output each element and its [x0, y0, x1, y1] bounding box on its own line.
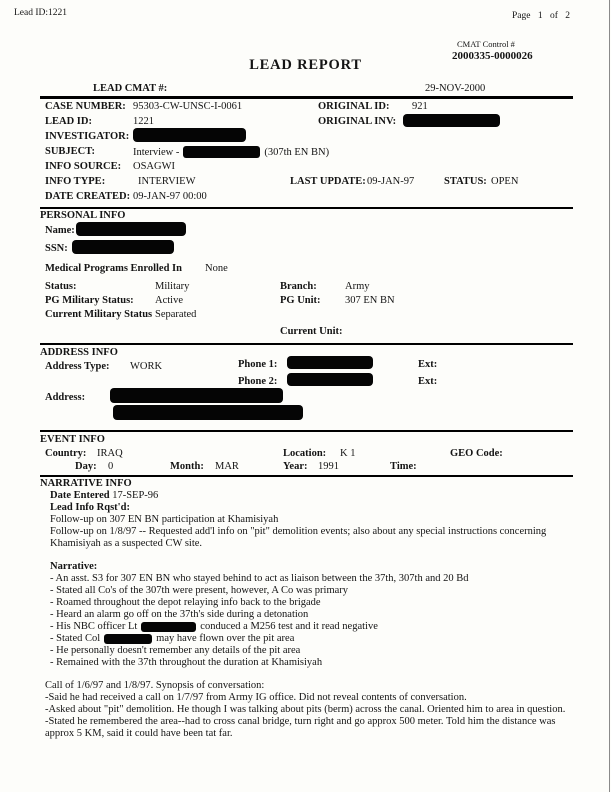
- address-label: Address:: [45, 392, 86, 403]
- call-synopsis: [40, 680, 577, 740]
- case-number-label: CASE NUMBER:: [45, 101, 126, 112]
- info-source-label: INFO SOURCE:: [45, 161, 122, 172]
- pg-military-status-value: Active: [155, 295, 183, 306]
- pg-unit-value: 307 EN BN: [345, 295, 395, 306]
- scan-edge-artifact: [609, 0, 611, 792]
- investigator-redaction: [133, 128, 246, 142]
- narrative-bullet: - Stated all Co's of the 307th were present, however, A Co was primary: [50, 585, 349, 596]
- pg-military-status-label: PG Military Status:: [45, 295, 134, 306]
- time-label: Time:: [390, 461, 417, 472]
- section-divider: [40, 207, 573, 209]
- bullet-text-after: may have flown over the pit area: [156, 633, 295, 644]
- bullet-text-after: conduced a M256 test and it read negative: [200, 621, 378, 632]
- address-info-title: ADDRESS INFO: [40, 347, 118, 358]
- call-note-line: -Said he had received a call on 1/7/97 from Army IG office. Did not reveal contents of conversation.: [45, 692, 467, 703]
- lead-info-rqstd-label: Lead Info Rqst'd:: [50, 502, 130, 513]
- phone1-label: Phone 1:: [238, 359, 278, 370]
- country-value: IRAQ: [97, 448, 123, 459]
- narrative-bullet: [40, 633, 577, 645]
- narrative-bullet: - Remained with the 37th throughout the duration at Khamisiyah: [50, 657, 323, 668]
- day-value: 0: [108, 461, 114, 472]
- section-divider: [40, 475, 573, 477]
- narrative-section: [40, 478, 577, 740]
- address-redaction-1: [110, 388, 283, 403]
- current-military-status-value: Separated: [155, 309, 197, 320]
- event-info-title: EVENT INFO: [40, 434, 105, 445]
- narrative-bullet: - Heard an alarm go off on the 37th's side during a detonation: [50, 609, 309, 620]
- call-note-line: Call of 1/6/97 and 1/8/97. Synopsis of conversation:: [45, 680, 265, 691]
- last-update-value: 09-JAN-97: [367, 176, 415, 187]
- narrative-bullet: - Roamed throughout the depot relaying info back to the brigade: [50, 597, 321, 608]
- report-date: 29-NOV-2000: [425, 83, 486, 94]
- phone2-label: Phone 2:: [238, 376, 278, 387]
- month-label: Month:: [170, 461, 204, 472]
- address-type-value: WORK: [130, 361, 163, 372]
- status-label: STATUS:: [444, 176, 487, 187]
- year-value: 1991: [318, 461, 339, 472]
- ext1-label: Ext:: [418, 359, 438, 370]
- bullet-text-before: - His NBC officer Lt: [50, 621, 138, 632]
- medical-programs-value: None: [205, 263, 228, 274]
- country-label: Country:: [45, 448, 87, 459]
- subject-suffix: (307th EN BN): [264, 147, 330, 158]
- call-note-line: -Asked about "pit" demolition. He though I was talking about pits (berm) across the canal. Oriented him to area in question.: [45, 704, 566, 715]
- report-title: LEAD REPORT: [249, 57, 362, 73]
- personal-info-title: PERSONAL INFO: [40, 210, 126, 221]
- narrative-info-title: NARRATIVE INFO: [40, 478, 132, 489]
- date-entered-label: Date Entered: [50, 490, 110, 501]
- followup-line: Follow-up on 307 EN BN participation at Khamisiyah: [50, 514, 279, 525]
- subject-redaction: [183, 146, 260, 158]
- address-type-label: Address Type:: [45, 361, 110, 372]
- date-entered-line: [40, 490, 577, 502]
- original-inv-redaction: [403, 114, 500, 127]
- cmat-control-label: CMAT Control #: [457, 39, 515, 49]
- lead-id-value: 1221: [133, 116, 154, 127]
- medical-programs-label: Medical Programs Enrolled In: [45, 263, 182, 274]
- lt-name-redaction: [141, 622, 196, 632]
- branch-value: Army: [345, 281, 370, 292]
- cmat-control-number: 2000335-0000026: [452, 50, 533, 62]
- date-created-label: DATE CREATED:: [45, 191, 131, 202]
- page-number: Page 1 of 2: [512, 11, 571, 21]
- narrative-bullet: - An asst. S3 for 307 EN BN who stayed behind to act as liaison between the 37th, 307th and 20 Bd: [50, 573, 469, 584]
- original-id-value: 921: [412, 101, 428, 112]
- month-value: MAR: [215, 461, 239, 472]
- name-label: Name:: [45, 225, 75, 236]
- col-name-redaction: [104, 634, 152, 644]
- subject-label: SUBJECT:: [45, 146, 95, 157]
- bullet-text-before: - Stated Col: [50, 633, 101, 644]
- original-id-label: ORIGINAL ID:: [318, 101, 390, 112]
- status-personal-label: Status:: [45, 281, 77, 292]
- lead-cmat-label: LEAD CMAT #:: [93, 83, 168, 94]
- pg-unit-label: PG Unit:: [280, 295, 321, 306]
- geo-code-label: GEO Code:: [450, 448, 503, 459]
- subject-value: [133, 146, 329, 159]
- name-redaction: [76, 222, 186, 236]
- location-label: Location:: [283, 448, 327, 459]
- lead-id-label: LEAD ID:: [45, 116, 92, 127]
- info-type-label: INFO TYPE:: [45, 176, 106, 187]
- info-type-value: INTERVIEW: [138, 176, 196, 187]
- status-value: OPEN: [491, 176, 519, 187]
- current-unit-label: Current Unit:: [280, 326, 343, 337]
- section-divider: [40, 96, 573, 99]
- day-label: Day:: [75, 461, 97, 472]
- ssn-label: SSN:: [45, 243, 68, 254]
- section-divider: [40, 430, 573, 432]
- last-update-label: LAST UPDATE:: [290, 176, 366, 187]
- address-redaction-2: [113, 405, 303, 420]
- date-entered-value: 17-SEP-96: [112, 490, 159, 501]
- date-created-value: 09-JAN-97 00:00: [133, 191, 207, 202]
- location-value: K 1: [340, 448, 356, 459]
- ext2-label: Ext:: [418, 376, 438, 387]
- section-divider: [40, 343, 573, 345]
- case-number-value: 95303-CW-UNSC-I-0061: [133, 101, 243, 112]
- narrative-bullet: [40, 621, 577, 633]
- info-source-value: OSAGWI: [133, 161, 175, 172]
- phone1-redaction: [287, 356, 373, 369]
- status-personal-value: Military: [155, 281, 190, 292]
- original-inv-label: ORIGINAL INV:: [318, 116, 397, 127]
- ssn-redaction: [72, 240, 174, 254]
- narrative-bullet: - He personally doesn't remember any details of the pit area: [50, 645, 301, 656]
- call-note-line: -Stated he remembered the area--had to cross canal bridge, turn right and go approx 500 meter. Told him the distance was approx 5 KM, said it could have been tat far.: [45, 716, 556, 739]
- investigator-label: INVESTIGATOR:: [45, 131, 130, 142]
- subject-prefix: Interview -: [133, 147, 180, 158]
- followup-line: Follow-up on 1/8/97 -- Requested add'l info on "pit" demolition events; also about any special instructions concerning Khamisiyah as a suspected CW site.: [50, 526, 547, 549]
- year-label: Year:: [283, 461, 308, 472]
- current-military-status-label: Current Military Status: [45, 309, 153, 320]
- phone2-redaction: [287, 373, 373, 386]
- narrative-label: Narrative:: [50, 561, 98, 572]
- lead-id-corner-label: Lead ID:1221: [14, 8, 68, 18]
- branch-label: Branch:: [280, 281, 317, 292]
